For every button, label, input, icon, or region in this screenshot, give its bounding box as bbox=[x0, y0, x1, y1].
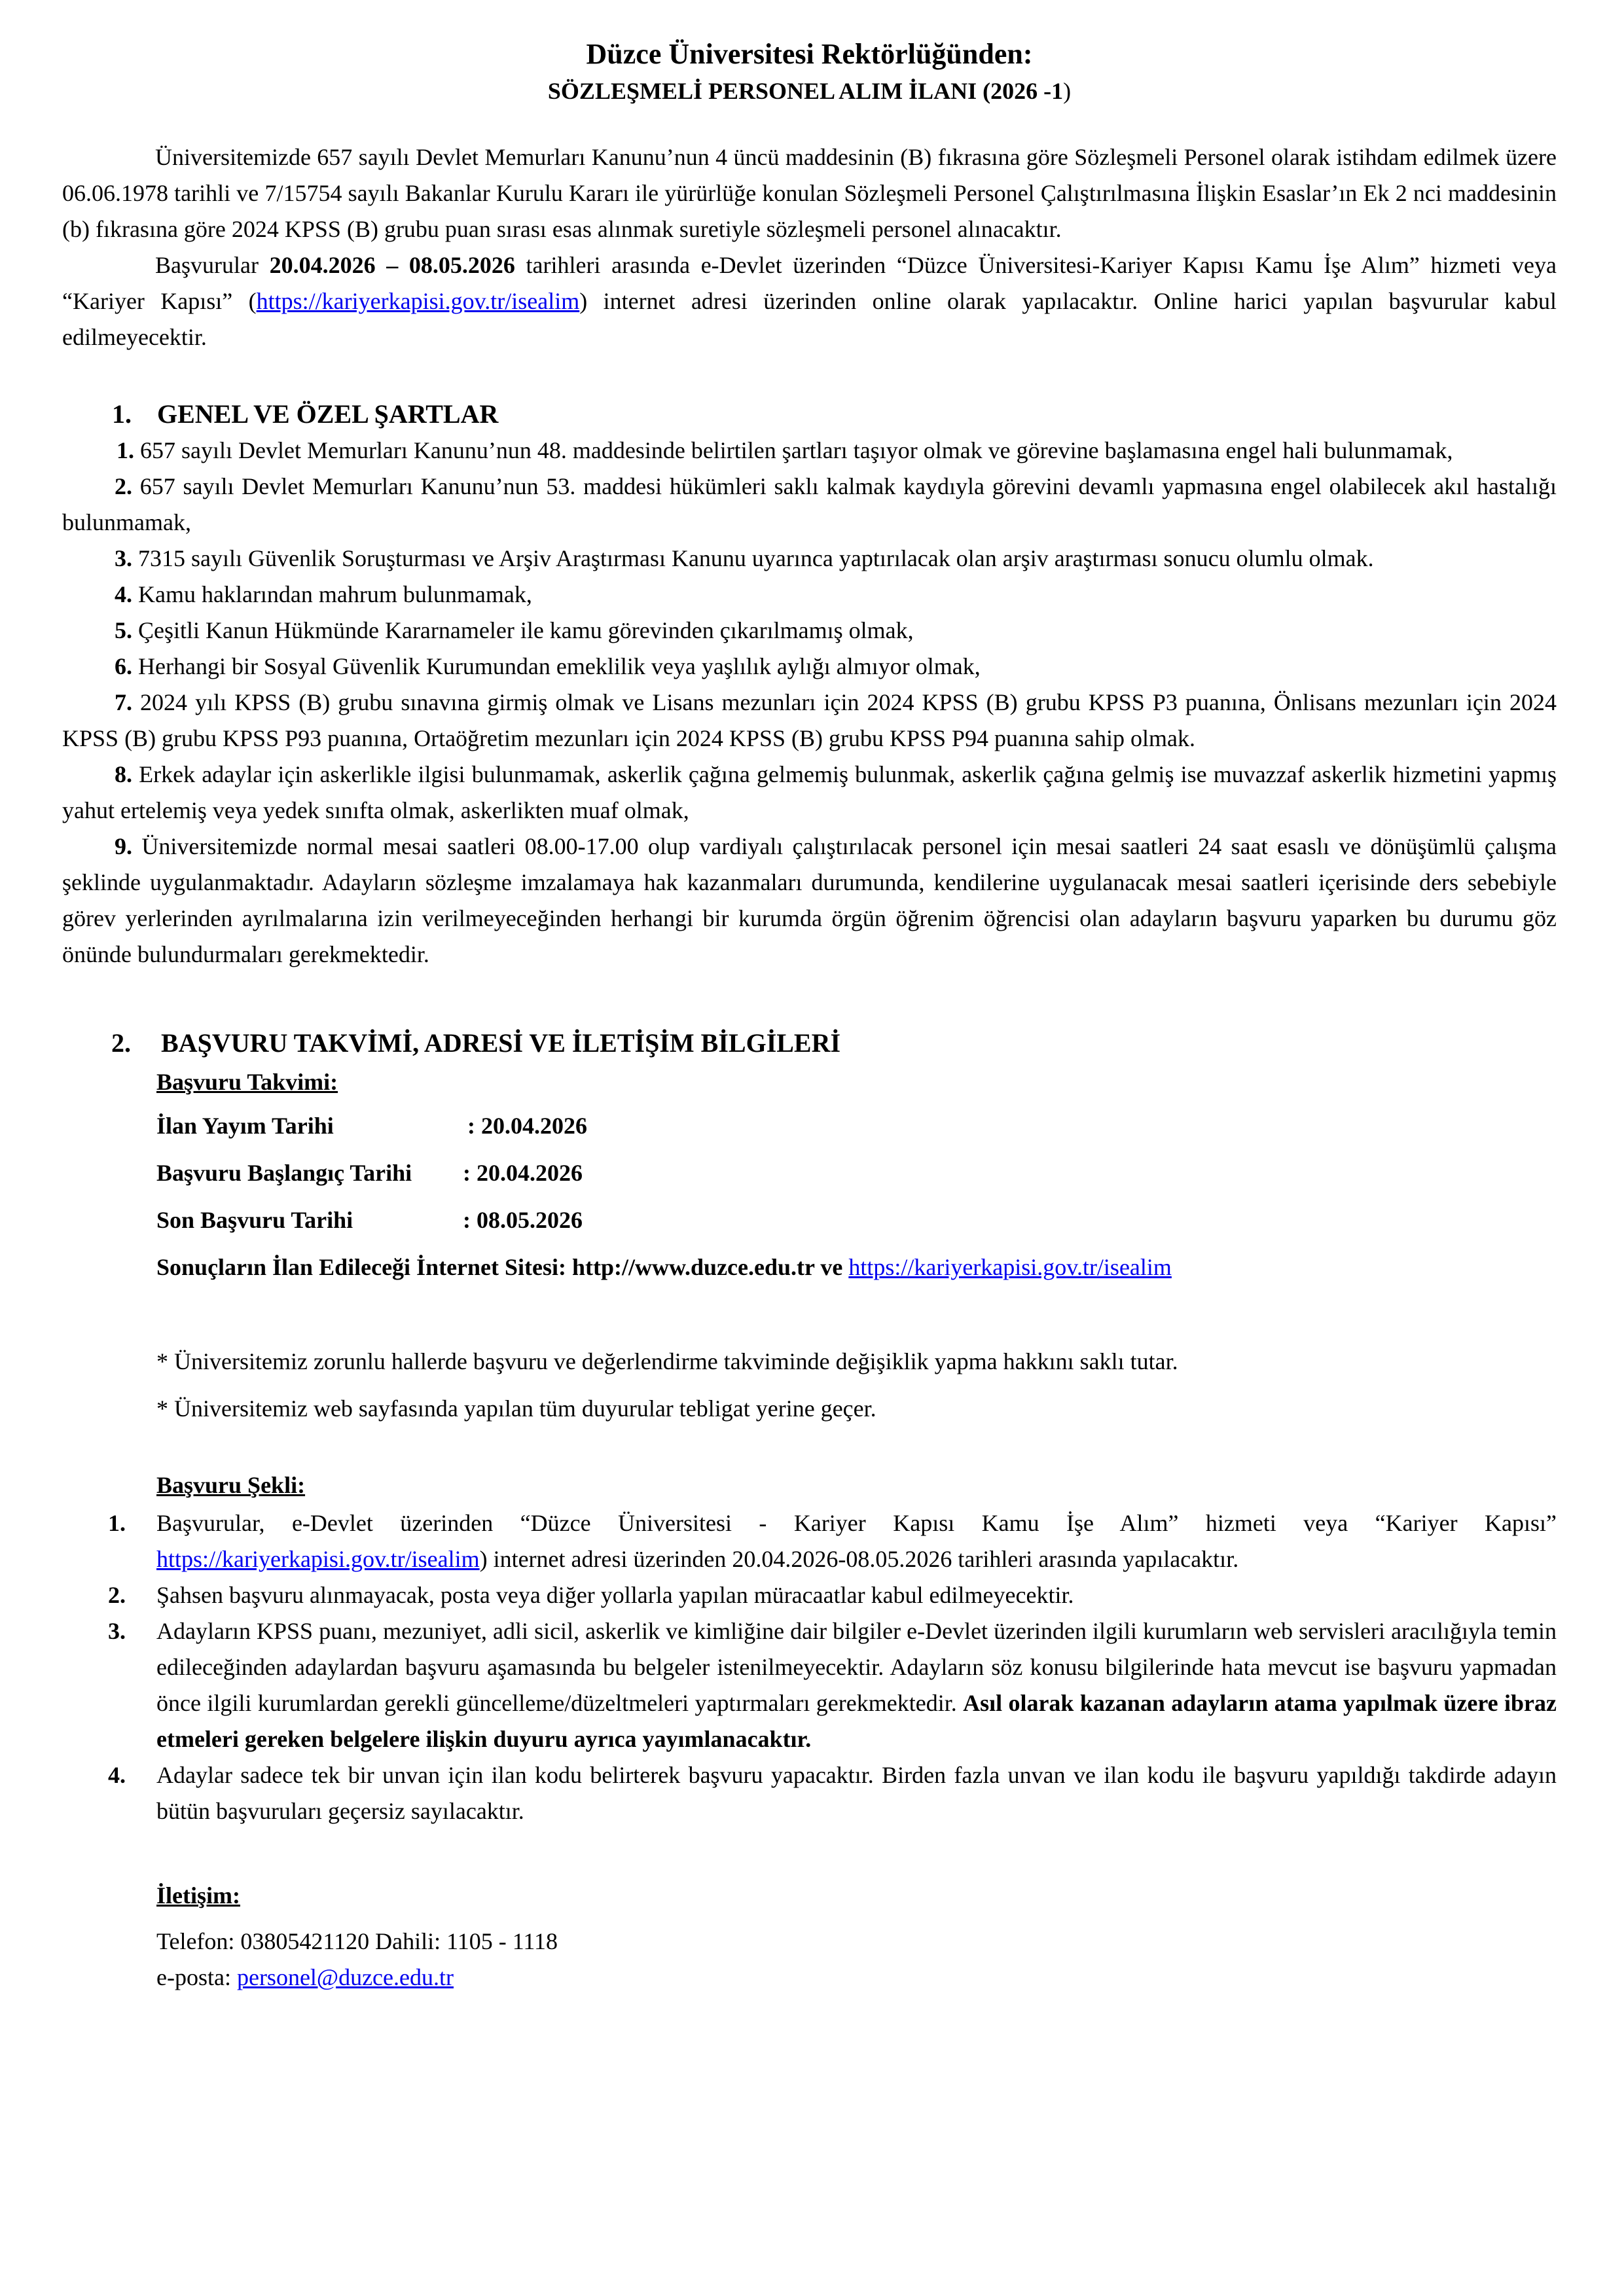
method-item bbox=[62, 1577, 1557, 1613]
intro-p2-b: tarihleri arasında e-Devlet üzerinden “Düzce Üniversitesi-Kariyer Kapısı Kamu İşe Alım” hizmeti veya “Kariyer Kapısı” ( bbox=[62, 252, 1557, 314]
section2-number: 2. bbox=[111, 1028, 131, 1058]
contact-heading: İletişim: bbox=[156, 1882, 240, 1909]
method-text-b: ) internet adresi üzerinden 20.04.2026-08.05.2026 tarihleri arasında yapılacaktır. bbox=[479, 1546, 1239, 1572]
section1-heading bbox=[62, 396, 1557, 433]
intro-p2-c: ) internet adresi üzerinden online olarak yapılacaktır. Online harici yapılan başvurular kabul edilmeyecektir. bbox=[62, 288, 1557, 350]
method-text bbox=[156, 1505, 1557, 1577]
contact-block bbox=[62, 1875, 1557, 1996]
list-item-number: 5. bbox=[115, 617, 132, 643]
list-item bbox=[62, 541, 1557, 577]
calendar-row bbox=[156, 1149, 1557, 1196]
section2-title: BAŞVURU TAKVİMİ, ADRESİ VE İLETİŞİM BİLGİLERİ bbox=[161, 1028, 841, 1058]
intro-paragraph-1: Üniversitemizde 657 sayılı Devlet Memurları Kanunu’nun 4 üncü maddesinin (B) fıkrasına göre Sözleşmeli Personel olarak istihdam edilmek üzere 06.06.1978 tarihli ve 7/15754 sayılı Bakanlar Kurulu Kararı ile yürürlüğe konulan Sözleşmeli Personel Çalıştırılmasına İlişkin Esaslar’ın Ek 2 nci maddesinin (b) fıkrasına göre 2024 KPSS (B) grubu puan sırası esas alınmak suretiyle sözleşmeli personel alınacaktır. bbox=[62, 144, 1557, 242]
list-item bbox=[62, 685, 1557, 757]
subtitle-close: ) bbox=[1063, 78, 1072, 104]
method-text: Adaylar sadece tek bir unvan için ilan kodu belirterek başvuru yapacaktır. Birden fazla unvan ve ilan kodu ile başvuru yapıldığı takdirde adayın bütün başvuruları geçersiz sayılacaktır. bbox=[156, 1762, 1557, 1824]
list-item bbox=[62, 613, 1557, 649]
list-item-text: Herhangi bir Sosyal Güvenlik Kurumundan emeklilik veya yaşlılık aylığı almıyor olmak, bbox=[132, 653, 981, 679]
calendar-label: İlan Yayım Tarihi bbox=[156, 1113, 334, 1139]
note-item: * Üniversitemiz zorunlu hallerde başvuru ve değerlendirme takviminde değişiklik yapma hakkını saklı tutar. bbox=[156, 1348, 1178, 1374]
method-text: Şahsen başvuru alınmayacak, posta veya diğer yollarla yapılan müracaatlar kabul edilmeyecektir. bbox=[156, 1582, 1074, 1608]
results-site-label: Sonuçların İlan Edileceği İnternet Sitesi: http://www.duzce.edu.tr ve bbox=[156, 1254, 849, 1280]
method-list bbox=[62, 1505, 1557, 1829]
calendar-label: Başvuru Başlangıç Tarihi bbox=[156, 1160, 412, 1186]
list-item-number: 7. bbox=[115, 689, 132, 715]
list-item-text: Çeşitli Kanun Hükmünde Kararnameler ile kamu görevinden çıkarılmamış olmak, bbox=[132, 617, 914, 643]
subtitle-text: SÖZLEŞMELİ PERSONEL ALIM İLANI (2026 -1 bbox=[547, 78, 1064, 104]
list-item-text: 657 sayılı Devlet Memurları Kanunu’nun 48. maddesinde belirtilen şartları taşıyor olmak ve görevine başlamasına engel hali bulunmamak, bbox=[134, 437, 1453, 463]
note-item: * Üniversitemiz web sayfasında yapılan tüm duyurular tebligat yerine geçer. bbox=[156, 1395, 876, 1422]
method-heading: Başvuru Şekli: bbox=[156, 1472, 306, 1498]
calendar-value: : 20.04.2026 bbox=[467, 1113, 587, 1139]
section1-list bbox=[62, 433, 1557, 973]
intro-p2-a: Başvurular bbox=[155, 252, 270, 278]
calendar-row bbox=[156, 1196, 1557, 1244]
method-number: 1. bbox=[108, 1510, 126, 1536]
list-item bbox=[62, 829, 1557, 973]
list-item-number: 8. bbox=[115, 761, 132, 787]
list-item-text: 2024 yılı KPSS (B) grubu sınavına girmiş olmak ve Lisans mezunları için 2024 KPSS (B) grubu KPSS P3 puanına, Önlisans mezunları için 2024 KPSS (B) grubu KPSS P93 puanına, Ortaöğretim mezunları için 2024 KPSS (B) grubu KPSS P94 puanına sahip olmak. bbox=[62, 689, 1557, 751]
calendar-value: : 08.05.2026 bbox=[463, 1207, 583, 1233]
page-subtitle bbox=[62, 73, 1557, 109]
list-item-text: Kamu haklarından mahrum bulunmamak, bbox=[132, 581, 532, 607]
list-item-number: 6. bbox=[115, 653, 132, 679]
list-item-number: 1. bbox=[117, 437, 134, 463]
section1-number: 1. bbox=[112, 399, 132, 429]
method-kariyer-link[interactable]: https://kariyerkapisi.gov.tr/isealim bbox=[156, 1546, 480, 1572]
list-item-number: 4. bbox=[115, 581, 132, 607]
contact-email-line bbox=[156, 1960, 1557, 1996]
method-text bbox=[156, 1613, 1557, 1757]
results-kariyer-link[interactable]: https://kariyerkapisi.gov.tr/isealim bbox=[848, 1254, 1172, 1280]
method-text-a: Başvurular, e-Devlet üzerinden “Düzce Üniversitesi - Kariyer Kapısı Kamu İşe Alım” hizmeti veya “Kariyer Kapısı” bbox=[156, 1510, 1557, 1536]
method-text-bold: Asıl olarak kazanan adayların atama yapılmak üzere ibraz etmeleri gereken belgelere ilişkin duyuru ayrıca yayımlanacaktır. bbox=[156, 1690, 1557, 1752]
intro-p2-dates: 20.04.2026 – 08.05.2026 bbox=[269, 252, 515, 278]
list-item bbox=[62, 469, 1557, 541]
contact-email-link[interactable]: personel@duzce.edu.tr bbox=[236, 1964, 454, 1990]
method-item bbox=[62, 1757, 1557, 1829]
list-item bbox=[62, 757, 1557, 829]
results-site-line bbox=[156, 1244, 1557, 1291]
list-item bbox=[62, 433, 1557, 469]
calendar-block bbox=[62, 1062, 1557, 1505]
list-item-number: 9. bbox=[115, 833, 132, 859]
method-text-a: Adayların KPSS puanı, mezuniyet, adli sicil, askerlik ve kimliğine dair bilgiler e-Devlet üzerinden ilgili kurumların web servisleri aracılığıyla temin edileceğinden adaylardan başvuru aşamasında bu belgeler istenilmeyecektir. Adayların söz konusu bilgilerinde hata mevcut ise başvuru yapmadan önce ilgili kurumlardan gerekli güncelleme/düzeltmeleri yaptırmaları gerekmektedir. bbox=[156, 1618, 1557, 1716]
list-item-number: 2. bbox=[115, 473, 132, 499]
list-item bbox=[62, 577, 1557, 613]
section1-title: GENEL VE ÖZEL ŞARTLAR bbox=[157, 399, 499, 429]
calendar-row bbox=[156, 1102, 1557, 1149]
calendar-label: Son Başvuru Tarihi bbox=[156, 1207, 353, 1233]
method-item bbox=[62, 1613, 1557, 1757]
contact-phone: Telefon: 03805421120 Dahili: 1105 - 1118 bbox=[156, 1928, 558, 1954]
calendar-value: : 20.04.2026 bbox=[463, 1160, 583, 1186]
list-item-text: Üniversitemizde normal mesai saatleri 08.00-17.00 olup vardiyalı çalıştırılacak personel için mesai saatleri 24 saat esaslı ve dönüşümlü çalışma şeklinde uygulanmaktadır. Adayların sözleşme imzalamaya hak kazanmaları durumunda, kendilerine uygulanacak mesai saatleri içerisinde ders sebebiyle görev yerlerinden ayrılmalarına izin verilmeyeceğinden herhangi bir kurumda örgün öğrenim öğrencisi olan adayların başvuru yaparken bu durumu göz önünde bulundurmaları gerekmektedir. bbox=[62, 833, 1557, 967]
list-item-text: 657 sayılı Devlet Memurları Kanunu’nun 53. maddesi hükümleri saklı kalmak kaydıyla görevini devamlı yapmasına engel olabilecek akıl hastalığı bulunmamak, bbox=[62, 473, 1557, 535]
list-item-text: Erkek adaylar için askerlikle ilgisi bulunmamak, askerlik çağına gelmemiş bulunmak, askerlik çağına gelmiş ise muvazzaf askerlik hizmetini yapmış yahut ertelemiş veya yedek sınıfta olmak, askerlikten muaf olmak, bbox=[62, 761, 1557, 823]
page-title: Düzce Üniversitesi Rektörlüğünden: bbox=[586, 38, 1033, 70]
calendar-heading: Başvuru Takvimi: bbox=[156, 1069, 338, 1095]
method-number: 4. bbox=[108, 1762, 126, 1788]
intro-kariyer-link[interactable]: https://kariyerkapisi.gov.tr/isealim bbox=[256, 288, 580, 314]
contact-email-label: e-posta: bbox=[156, 1964, 237, 1990]
list-item-text: 7315 sayılı Güvenlik Soruşturması ve Arşiv Araştırması Kanunu uyarınca yaptırılacak olan arşiv araştırması sonucu olumlu olmak. bbox=[132, 545, 1374, 571]
section2-heading bbox=[62, 1025, 1557, 1062]
intro-paragraph-2 bbox=[62, 247, 1557, 355]
method-number: 2. bbox=[108, 1582, 126, 1608]
method-item bbox=[62, 1505, 1557, 1577]
method-number: 3. bbox=[108, 1618, 126, 1644]
list-item bbox=[62, 649, 1557, 685]
list-item-number: 3. bbox=[115, 545, 132, 571]
